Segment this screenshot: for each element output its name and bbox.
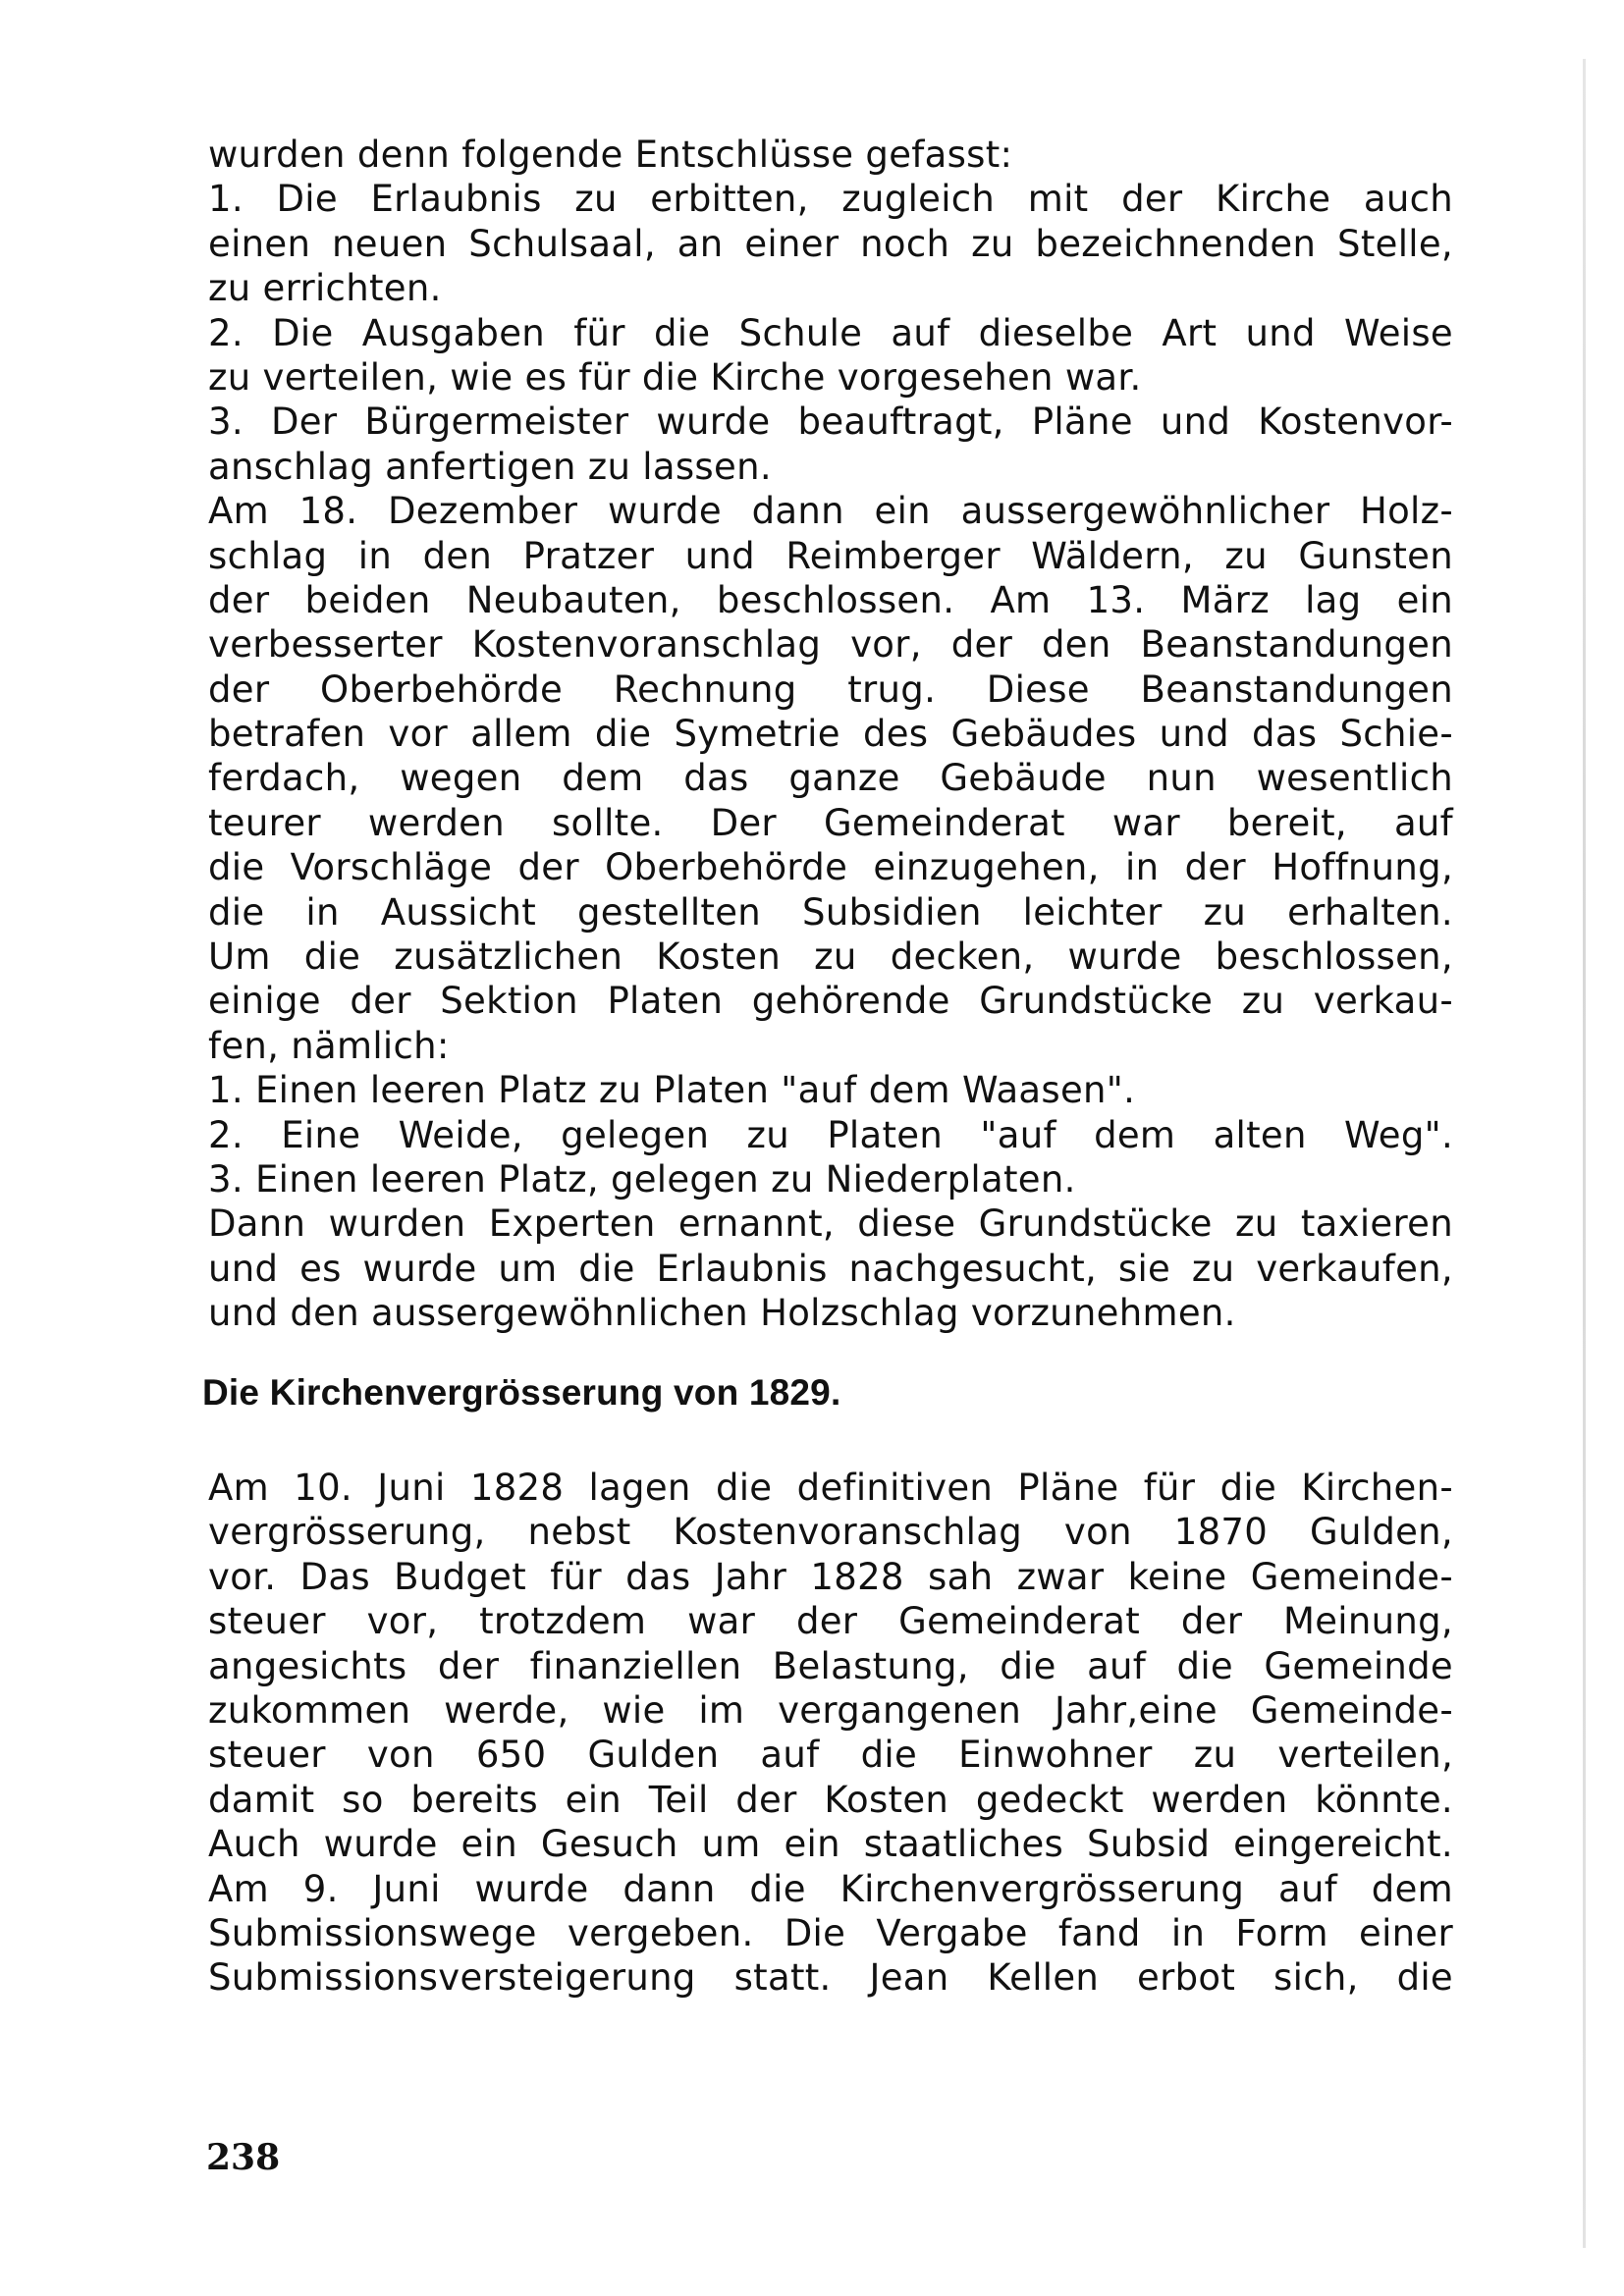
text-line: Auch wurde ein Gesuch um ein staatliches Subsid eingereicht. bbox=[208, 1823, 1453, 1866]
text-line: einige der Sektion Platen gehörende Grundstücke zu verkau- bbox=[208, 980, 1453, 1023]
text-line: angesichts der finanziellen Belastung, die auf die Gemeinde bbox=[208, 1644, 1453, 1687]
text-line: zukommen werde, wie im vergangenen Jahr,eine Gemeinde- bbox=[208, 1688, 1453, 1732]
page-edge-shadow bbox=[1583, 59, 1586, 2248]
section-heading: Die Kirchenvergrösserung von 1829. bbox=[202, 1372, 841, 1413]
text-line: schlag in den Pratzer und Reimberger Wäldern, zu Gunsten bbox=[208, 534, 1453, 577]
page-number: 238 bbox=[206, 2137, 281, 2178]
paragraph-bottom bbox=[208, 1466, 1453, 2001]
text-line: damit so bereits ein Teil der Kosten gedeckt werden könnte. bbox=[208, 1778, 1453, 1821]
paragraph-top bbox=[208, 133, 1453, 1336]
text-line: fen, nämlich: bbox=[208, 1024, 450, 1067]
text-line: Dann wurden Experten ernannt, diese Grundstücke zu taxieren bbox=[208, 1202, 1453, 1246]
text-line: 1. Die Erlaubnis zu erbitten, zugleich mit der Kirche auch bbox=[208, 178, 1453, 221]
text-line: Am 18. Dezember wurde dann ein aussergewöhnlicher Holz- bbox=[208, 490, 1453, 533]
text-line: ferdach, wegen dem das ganze Gebäude nun wesentlich bbox=[208, 757, 1453, 800]
text-line: Submissionsversteigerung statt. Jean Kellen erbot sich, die bbox=[208, 1956, 1453, 2000]
text-line: steuer von 650 Gulden auf die Einwohner zu verteilen, bbox=[208, 1734, 1453, 1777]
text-line: verbesserter Kostenvoranschlag vor, der den Beanstandungen bbox=[208, 623, 1453, 667]
text-line: 2. Eine Weide, gelegen zu Platen "auf dem alten Weg". bbox=[208, 1113, 1453, 1156]
text-line: 2. Die Ausgaben für die Schule auf dieselbe Art und Weise bbox=[208, 311, 1453, 354]
text-line: vergrösserung, nebst Kostenvoranschlag von 1870 Gulden, bbox=[208, 1511, 1453, 1554]
text-line: anschlag anfertigen zu lassen. bbox=[208, 445, 772, 488]
text-line: vor. Das Budget für das Jahr 1828 sah zwar keine Gemeinde- bbox=[208, 1555, 1453, 1598]
text-line: betrafen vor allem die Symetrie des Gebäudes und das Schie- bbox=[208, 713, 1453, 756]
text-line: Submissionswege vergeben. Die Vergabe fand in Form einer bbox=[208, 1911, 1453, 1954]
text-line: Am 10. Juni 1828 lagen die definitiven Pläne für die Kirchen- bbox=[208, 1467, 1453, 1509]
text-line: wurden denn folgende Entschlüsse gefasst: bbox=[208, 133, 1013, 176]
text-line: und den aussergewöhnlichen Holzschlag vorzunehmen. bbox=[208, 1292, 1236, 1335]
text-line: der Oberbehörde Rechnung trug. Diese Beanstandungen bbox=[208, 667, 1453, 711]
text-line: die Vorschläge der Oberbehörde einzugehen, in der Hoffnung, bbox=[208, 846, 1453, 889]
text-line: die in Aussicht gestellten Subsidien leichter zu erhalten. bbox=[208, 890, 1453, 934]
text-line: und es wurde um die Erlaubnis nachgesucht, sie zu verkaufen, bbox=[208, 1247, 1453, 1290]
text-line: 1. Einen leeren Platz zu Platen "auf dem Waasen". bbox=[208, 1069, 1136, 1112]
text-line: 3. Einen leeren Platz, gelegen zu Niederplaten. bbox=[208, 1157, 1076, 1201]
text-line: Um die zusätzlichen Kosten zu decken, wurde beschlossen, bbox=[208, 935, 1453, 979]
text-line: steuer vor, trotzdem war der Gemeinderat der Meinung, bbox=[208, 1600, 1453, 1643]
text-line: zu verteilen, wie es für die Kirche vorgesehen war. bbox=[208, 355, 1142, 399]
text-line: zu errichten. bbox=[208, 267, 442, 310]
text-line: Am 9. Juni wurde dann die Kirchenvergrösserung auf dem bbox=[208, 1867, 1453, 1910]
text-line: 3. Der Bürgermeister wurde beauftragt, Pläne und Kostenvor- bbox=[208, 400, 1453, 444]
text-line: der beiden Neubauten, beschlossen. Am 13. März lag ein bbox=[208, 578, 1453, 621]
text-line: teurer werden sollte. Der Gemeinderat war bereit, auf bbox=[208, 801, 1453, 844]
text-line: einen neuen Schulsaal, an einer noch zu bezeichnenden Stelle, bbox=[208, 222, 1453, 265]
